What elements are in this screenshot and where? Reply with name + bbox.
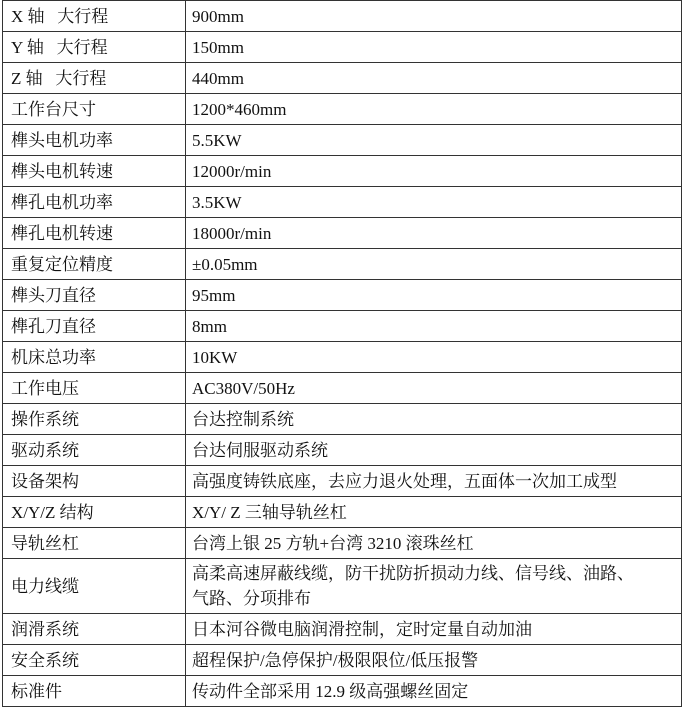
spec-value: 3.5KW — [186, 187, 682, 218]
spec-label: 榫孔刀直径 — [3, 311, 186, 342]
table-row — [3, 559, 682, 614]
table-row — [3, 435, 682, 466]
spec-value: 95mm — [186, 280, 682, 311]
spec-value: 10KW — [186, 342, 682, 373]
spec-value: 高柔高速屏蔽线缆，防干扰防折损动力线、信号线、油路、 气路、分项排布 — [186, 559, 682, 614]
table-row — [3, 218, 682, 249]
spec-label: 驱动系统 — [3, 435, 186, 466]
table-row — [3, 280, 682, 311]
spec-label: 机床总功率 — [3, 342, 186, 373]
spec-value: X/Y/ Z 三轴导轨丝杠 — [186, 497, 682, 528]
table-row — [3, 156, 682, 187]
spec-label: 标准件 — [3, 676, 186, 707]
table-row — [3, 249, 682, 280]
spec-value: 12000r/min — [186, 156, 682, 187]
spec-label: 工作电压 — [3, 373, 186, 404]
table-row — [3, 187, 682, 218]
spec-value: ±0.05mm — [186, 249, 682, 280]
spec-label: 电力线缆 — [3, 559, 186, 614]
spec-value: 台达伺服驱动系统 — [186, 435, 682, 466]
table-row — [3, 63, 682, 94]
table-row — [3, 404, 682, 435]
spec-label: 榫孔电机功率 — [3, 187, 186, 218]
spec-label: X/Y/Z 结构 — [3, 497, 186, 528]
spec-label: 导轨丝杠 — [3, 528, 186, 559]
table-row — [3, 645, 682, 676]
spec-value: 日本河谷微电脑润滑控制，定时定量自动加油 — [186, 614, 682, 645]
table-row — [3, 676, 682, 707]
table-row — [3, 373, 682, 404]
spec-label: 操作系统 — [3, 404, 186, 435]
table-row — [3, 311, 682, 342]
spec-value: 8mm — [186, 311, 682, 342]
table-row — [3, 466, 682, 497]
table-row — [3, 528, 682, 559]
spec-label: 榫头电机功率 — [3, 125, 186, 156]
table-row — [3, 1, 682, 32]
spec-value: 台湾上银 25 方轨+台湾 3210 滚珠丝杠 — [186, 528, 682, 559]
table-row — [3, 497, 682, 528]
spec-value: 18000r/min — [186, 218, 682, 249]
table-row — [3, 125, 682, 156]
spec-label: 安全系统 — [3, 645, 186, 676]
spec-label: 重复定位精度 — [3, 249, 186, 280]
table-row — [3, 32, 682, 63]
spec-label: X 轴 大行程 — [3, 1, 186, 32]
spec-label: 润滑系统 — [3, 614, 186, 645]
spec-label: 榫头电机转速 — [3, 156, 186, 187]
spec-value: 1200*460mm — [186, 94, 682, 125]
spec-value: 台达控制系统 — [186, 404, 682, 435]
spec-table — [2, 0, 682, 707]
spec-label: 工作台尺寸 — [3, 94, 186, 125]
spec-value: 5.5KW — [186, 125, 682, 156]
spec-value: 900mm — [186, 1, 682, 32]
spec-label: Z 轴 大行程 — [3, 63, 186, 94]
spec-value: 超程保护/急停保护/极限限位/低压报警 — [186, 645, 682, 676]
spec-value: 传动件全部采用 12.9 级高强螺丝固定 — [186, 676, 682, 707]
spec-label: 榫孔电机转速 — [3, 218, 186, 249]
spec-label: 设备架构 — [3, 466, 186, 497]
spec-value: AC380V/50Hz — [186, 373, 682, 404]
table-row — [3, 614, 682, 645]
spec-label: 榫头刀直径 — [3, 280, 186, 311]
table-row — [3, 94, 682, 125]
spec-value: 高强度铸铁底座，去应力退火处理，五面体一次加工成型 — [186, 466, 682, 497]
spec-sheet — [2, 0, 682, 707]
spec-label: Y 轴 大行程 — [3, 32, 186, 63]
table-row — [3, 342, 682, 373]
spec-value: 440mm — [186, 63, 682, 94]
spec-value: 150mm — [186, 32, 682, 63]
